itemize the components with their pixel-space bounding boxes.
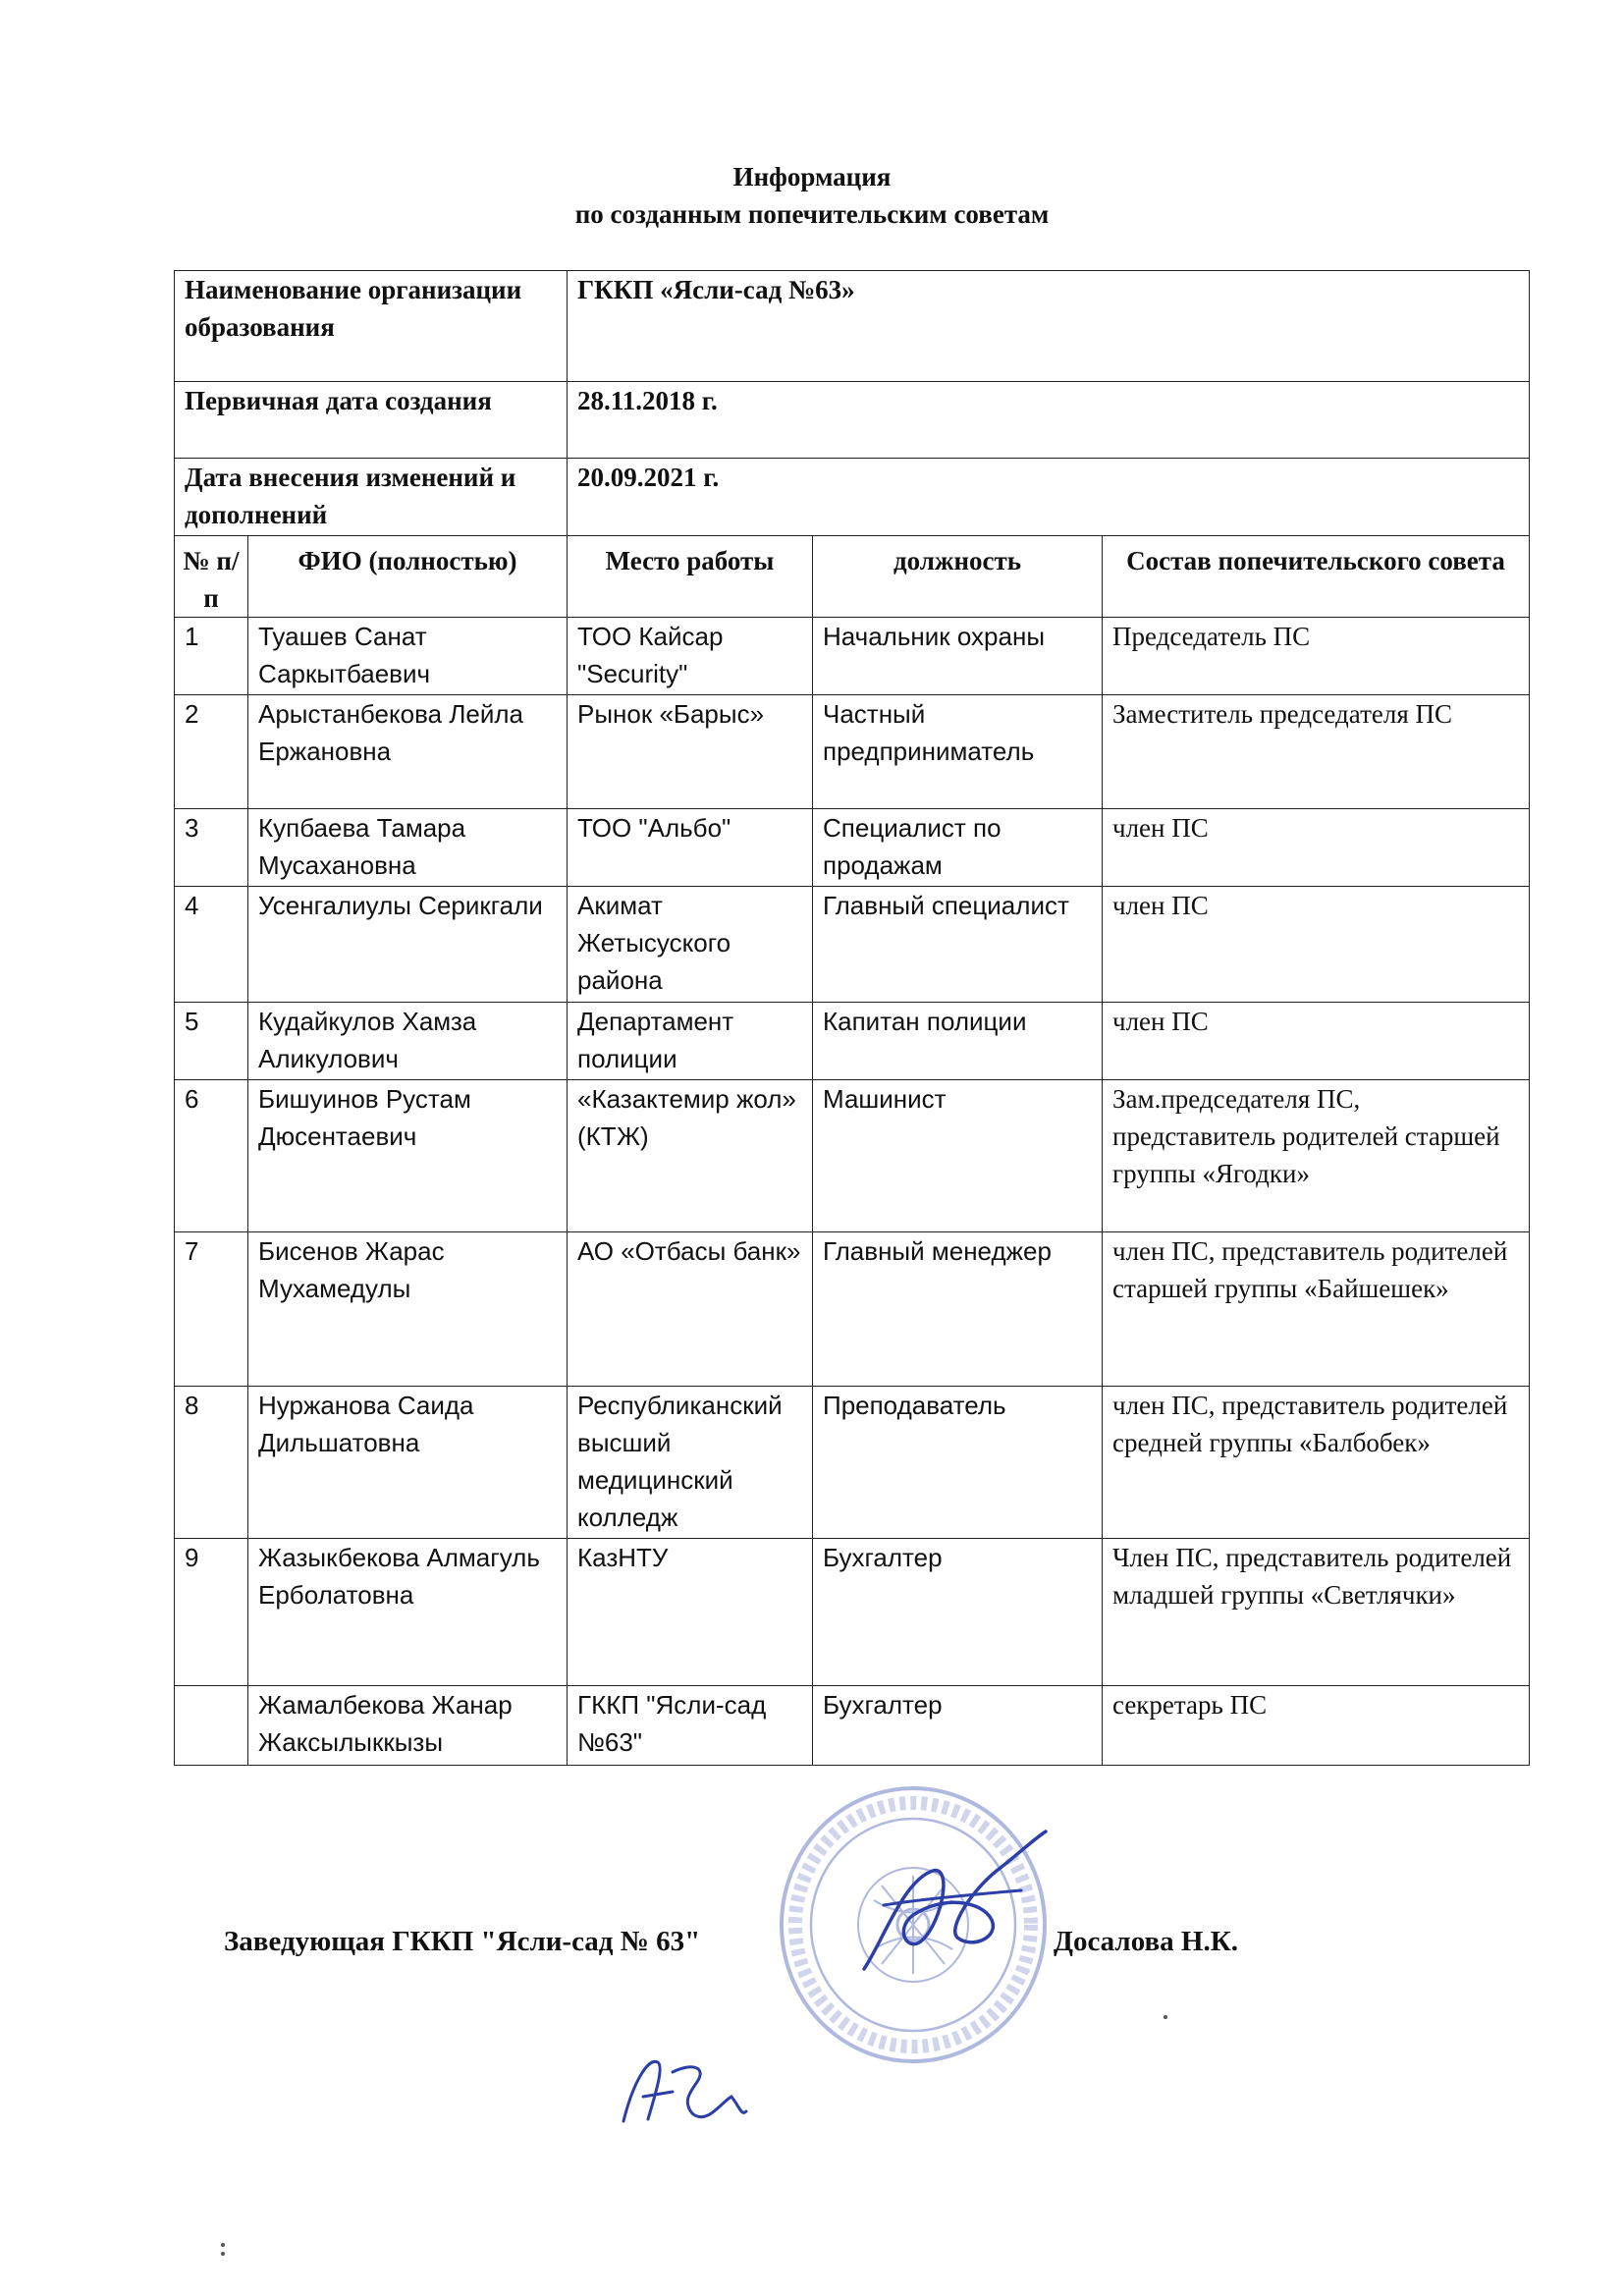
member-name: Жазыкбекова Алмагуль Ерболатовна (248, 1539, 568, 1686)
member-workplace: ТОО Кайсар "Security" (568, 618, 813, 695)
member-role: член ПС (1103, 1003, 1530, 1080)
row-number: 7 (175, 1232, 248, 1387)
member-name: Бишуинов Рустам Дюсентаевич (248, 1080, 568, 1232)
member-position: Преподаватель (813, 1387, 1103, 1539)
member-role: член ПС (1103, 809, 1530, 887)
member-workplace: Акимат Жетысуского района (568, 887, 813, 1003)
changed-row (175, 459, 1530, 536)
member-name: Жамалбекова Жанар Жаксылыккызы (248, 1686, 568, 1766)
row-number: 3 (175, 809, 248, 887)
member-workplace: Республиканский высший медицинский колледж (568, 1387, 813, 1539)
member-position: Бухгалтер (813, 1539, 1103, 1686)
signature-icon (825, 1822, 1060, 1998)
member-name: Туашев Санат Саркытбаевич (248, 618, 568, 695)
column-header: ФИО (полностью) (248, 536, 568, 618)
member-role: секретарь ПС (1103, 1686, 1530, 1766)
table-row (175, 1686, 1530, 1766)
row-number: 9 (175, 1539, 248, 1686)
table-row (175, 695, 1530, 809)
created-label: Первичная дата создания (175, 382, 568, 459)
member-position: Главный специалист (813, 887, 1103, 1003)
member-role: Зам.председателя ПС, представитель родителей старшей группы «Ягодки» (1103, 1080, 1530, 1232)
initials-signature-icon (614, 2043, 751, 2141)
member-position: Машинист (813, 1080, 1103, 1232)
table-row (175, 809, 1530, 887)
org-row (175, 271, 1530, 382)
member-workplace: АО «Отбасы банк» (568, 1232, 813, 1387)
org-value: ГККП «Ясли-сад №63» (568, 271, 1530, 382)
member-position: Частный предприниматель (813, 695, 1103, 809)
table-row (175, 887, 1530, 1003)
created-value: 28.11.2018 г. (568, 382, 1530, 459)
org-label: Наименование организации образования (175, 271, 568, 382)
row-number: 4 (175, 887, 248, 1003)
document-title: Информация (732, 162, 892, 191)
table-row (175, 1539, 1530, 1686)
member-position: Капитан полиции (813, 1003, 1103, 1080)
column-header: Место работы (568, 536, 813, 618)
changed-label: Дата внесения изменений и дополнений (175, 459, 568, 536)
member-role: член ПС, представитель родителей старшей группы «Байшешек» (1103, 1232, 1530, 1387)
row-number: 8 (175, 1387, 248, 1539)
row-number (175, 1686, 248, 1766)
speck (221, 2252, 225, 2256)
member-name: Усенгалиулы Серикгали (248, 887, 568, 1003)
member-role: член ПС, представитель родителей средней группы «Балбобек» (1103, 1387, 1530, 1539)
member-workplace: «Казактемир жол» (КТЖ) (568, 1080, 813, 1232)
manager-title: Заведующая ГККП "Ясли-сад № 63" (224, 1926, 701, 1957)
speck (221, 2243, 225, 2247)
column-header: должность (813, 536, 1103, 618)
member-position: Бухгалтер (813, 1686, 1103, 1766)
member-workplace: Департамент полиции (568, 1003, 813, 1080)
member-role: Член ПС, представитель родителей младшей группы «Светлячки» (1103, 1539, 1530, 1686)
member-workplace: ГККП "Ясли-сад №63" (568, 1686, 813, 1766)
row-number: 6 (175, 1080, 248, 1232)
table-row (175, 618, 1530, 695)
table-row (175, 1003, 1530, 1080)
council-table (174, 270, 1530, 1766)
document-subtitle: по созданным попечительским советам (574, 199, 1050, 229)
manager-name: Досалова Н.К. (1054, 1926, 1238, 1957)
column-header: № п/п (175, 536, 248, 618)
member-workplace: Рынок «Барыс» (568, 695, 813, 809)
member-name: Нуржанова Саида Дильшатовна (248, 1387, 568, 1539)
member-name: Кудайкулов Хамза Аликулович (248, 1003, 568, 1080)
table-header-row (175, 536, 1530, 618)
table-row (175, 1232, 1530, 1387)
member-role: Заместитель председателя ПС (1103, 695, 1530, 809)
row-number: 5 (175, 1003, 248, 1080)
member-name: Купбаева Тамара Мусахановна (248, 809, 568, 887)
member-role: член ПС (1103, 887, 1530, 1003)
member-position: Начальник охраны (813, 618, 1103, 695)
member-name: Бисенов Жарас Мухамедулы (248, 1232, 568, 1387)
member-role: Председатель ПС (1103, 618, 1530, 695)
column-header: Состав попечительского совета (1103, 536, 1530, 618)
changed-value: 20.09.2021 г. (568, 459, 1530, 536)
table-row (175, 1080, 1530, 1232)
member-name: Арыстанбекова Лейла Ержановна (248, 695, 568, 809)
member-workplace: КазНТУ (568, 1539, 813, 1686)
table-row (175, 1387, 1530, 1539)
member-workplace: ТОО "Альбо" (568, 809, 813, 887)
member-position: Специалист по продажам (813, 809, 1103, 887)
member-position: Главный менеджер (813, 1232, 1103, 1387)
row-number: 2 (175, 695, 248, 809)
row-number: 1 (175, 618, 248, 695)
created-row (175, 382, 1530, 459)
speck (1164, 2015, 1167, 2019)
